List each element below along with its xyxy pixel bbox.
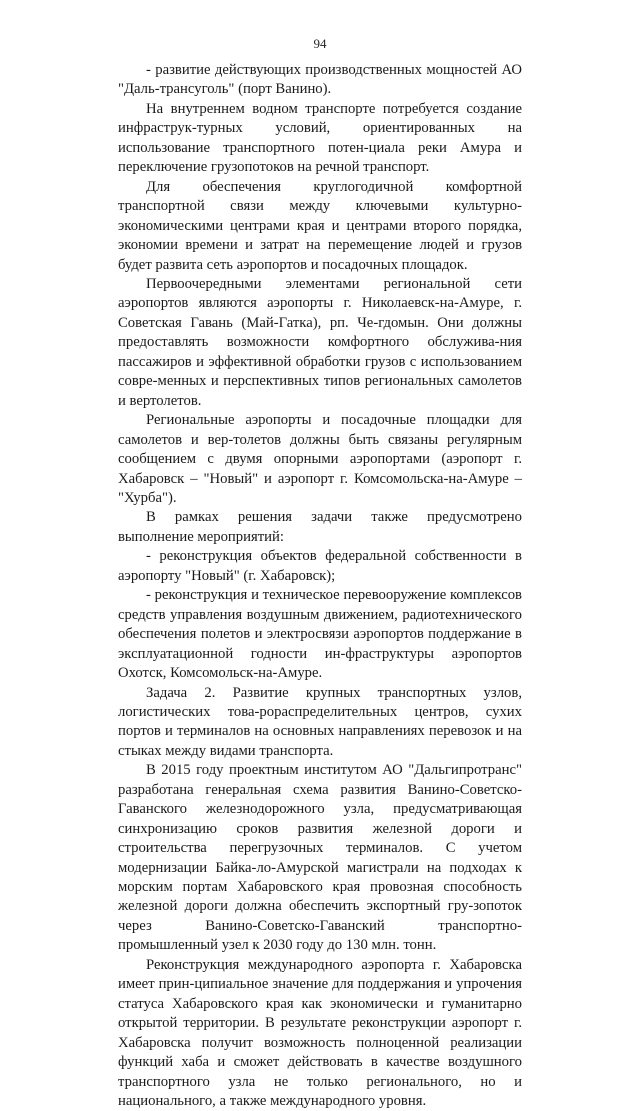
paragraph: Первоочередными элементами региональной сети аэропортов являются аэропорты г. Николаевск-на-Амуре, г. Советская Гавань (Май-Гатка), рп. Че-гдомын. Они должны предоставлять возможности комфортного обслужива-ния пассажиров и эффективной обработки грузов с использованием совре-менных и перспективных типов региональных самолетов и вертолетов. <box>118 275 522 409</box>
paragraph: В рамках решения задачи также предусмотрено выполнение мероприятий: <box>118 509 522 545</box>
document-body <box>118 61 522 1111</box>
paragraph: Задача 2. Развитие крупных транспортных узлов, логистических това-рораспределительных центров, сухих портов и терминалов на основных направлениях перевозок и на стыках между видами транспорта. <box>118 684 522 759</box>
paragraph: Реконструкция международного аэропорта г. Хабаровска имеет прин-ципиальное значение для поддержания и упрочения статуса Хабаровского края как экономически и гуманитарно открытой территории. В результате реконструкции аэропорт г. Хабаровска получит возможность полноценной реализации функций хаба и сможет действовать в качестве воздушного транспортного узла не только регионального, но и национального, а также международного уровня. <box>118 956 522 1110</box>
paragraph: Региональные аэропорты и посадочные площадки для самолетов и вер-толетов должны быть связаны регулярным сообщением с двумя опорными аэропортами (аэропорт г. Хабаровск – "Новый" и аэропорт г. Комсомольска-на-Амуре – "Хурба"). <box>118 412 522 506</box>
paragraph: - реконструкция и техническое перевооружение комплексов средств управления воздушным движением, радиотехнического обеспечения полетов и электросвязи аэропортов поддержание в эксплуатационной годности ин-фраструктуры аэропортов Охотск, Комсомольск-на-Амуре. <box>118 587 522 682</box>
paragraph: - реконструкция объектов федеральной собственности в аэропорту "Новый" (г. Хабаровск); <box>118 548 522 584</box>
paragraph: На внутреннем водном транспорте потребуется создание инфраструк-турных условий, ориентированных на использование транспортного потен-циала реки Амура и переключение грузопотоков на речной транспорт. <box>118 100 522 176</box>
paragraph: Для обеспечения круглогодичной комфортной транспортной связи между ключевыми культурно-экономическими центрами края и центрами второго порядка, экономии времени и затрат на перемещение людей и грузов будет развита сеть аэропортов и посадочных площадок. <box>118 178 522 273</box>
paragraph: - развитие действующих производственных мощностей АО "Даль-трансуголь" (порт Ванино). <box>118 62 522 98</box>
paragraph: В 2015 году проектным институтом АО "Дальгипротранс" разработана генеральная схема развития Ванино-Советско-Гаванского железнодорожного узла, предусматривающая синхронизацию сроков развития железной дороги и строительства перегрузочных терминалов. С учетом модернизации Байка-ло-Амурской магистрали на подходах к морским портам Хабаровского края провозная способность железной дороги должна обеспечить экспортный гру-зопоток через Ванино-Советско-Гаванский транспортно-промышленный узел к 2030 году до 130 млн. тонн. <box>118 762 522 954</box>
page-number: 94 <box>313 36 327 51</box>
